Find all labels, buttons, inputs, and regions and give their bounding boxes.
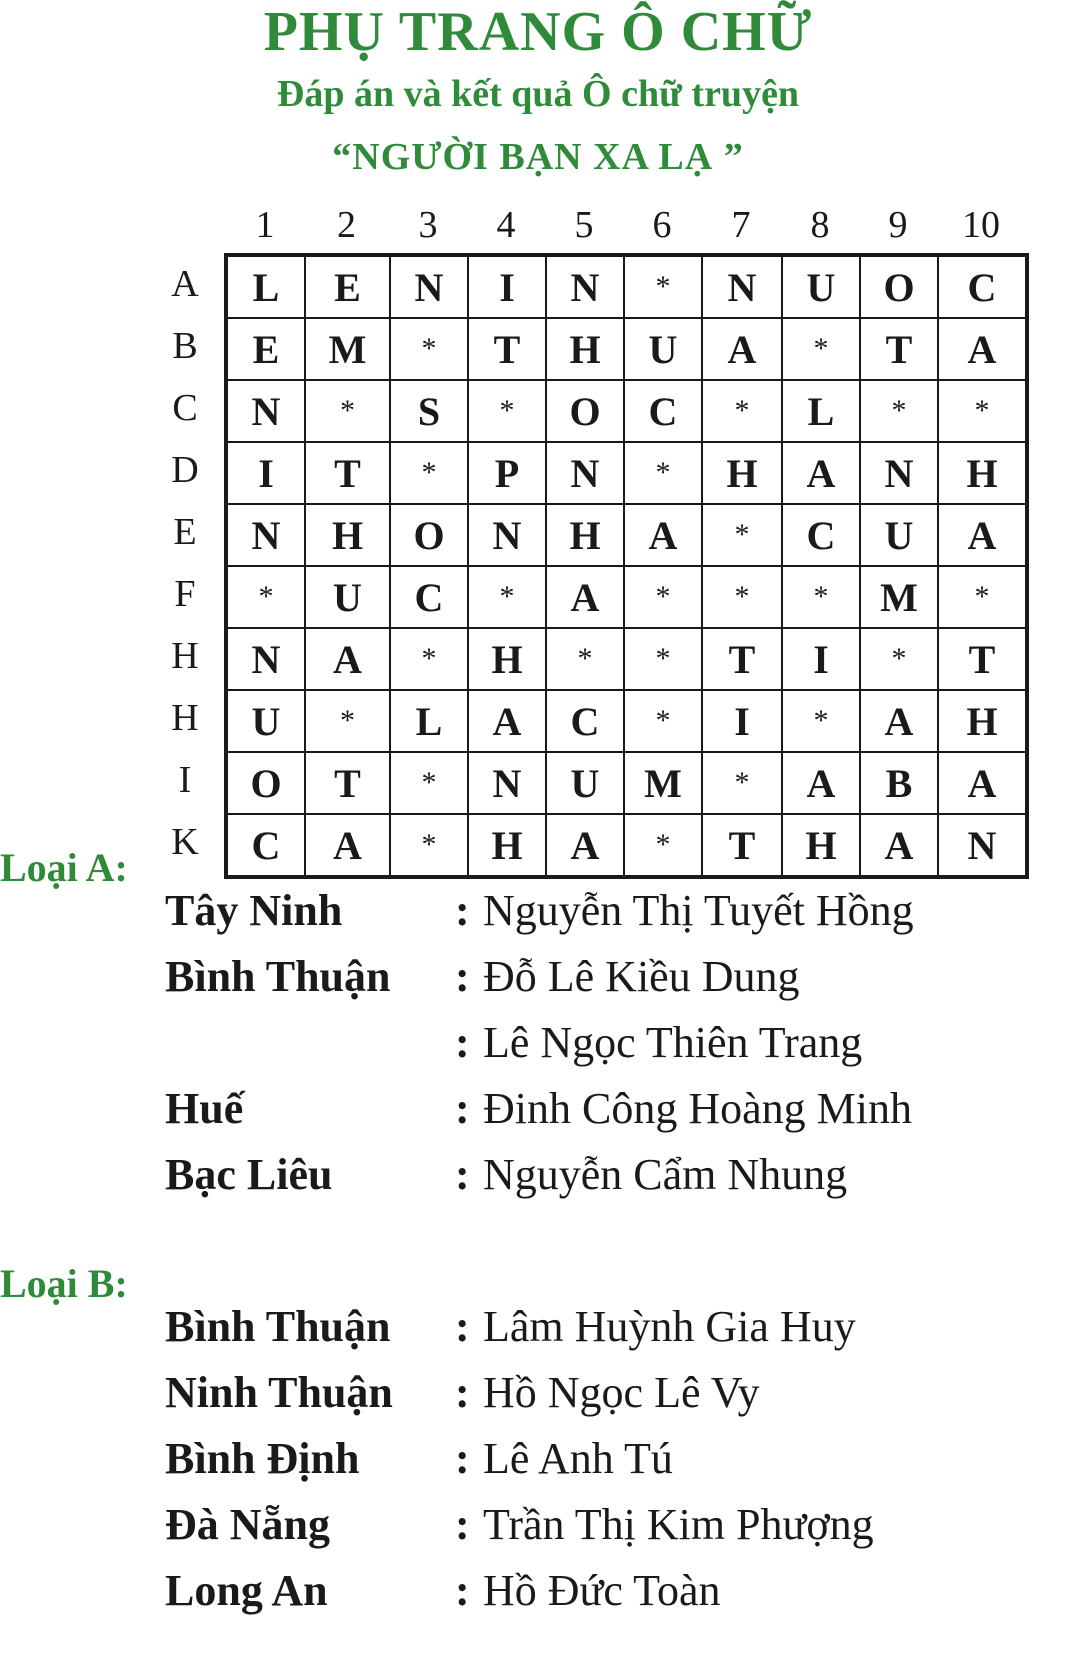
crossword-cell: T [305, 442, 390, 504]
column-number: 1 [255, 204, 275, 246]
crossword-cell: H [546, 318, 624, 380]
row-letter: H [171, 697, 199, 739]
winner-name: Đinh Công Hoàng Minh [483, 1084, 912, 1133]
crossword-blank-cell: * [938, 380, 1026, 442]
province-label: Huế [165, 1084, 244, 1133]
crossword-cell: T [702, 628, 782, 690]
crossword-blank-cell: * [624, 690, 702, 752]
column-number: 5 [574, 204, 594, 246]
crossword-cell: A [860, 690, 938, 752]
crossword-cell: A [782, 752, 860, 814]
crossword-blank-cell: * [390, 752, 468, 814]
province-label: Bạc Liêu [165, 1150, 333, 1199]
winner-row [165, 1426, 1065, 1492]
crossword-blank-cell: * [782, 566, 860, 628]
section-title-loai-a: Loại A: [0, 845, 128, 890]
crossword-cell: A [938, 318, 1026, 380]
crossword-cell: M [860, 566, 938, 628]
crossword-cell: N [468, 752, 546, 814]
winner-row [165, 1558, 1065, 1624]
winner-name: Hồ Ngọc Lê Vy [483, 1368, 760, 1417]
crossword-blank-cell: * [624, 566, 702, 628]
column-number: 4 [496, 204, 516, 246]
province-label: Long An [165, 1566, 328, 1615]
province-label: Bình Định [165, 1434, 360, 1483]
winner-row [165, 944, 1065, 1010]
column-number: 7 [731, 204, 751, 246]
crossword-cell: N [702, 256, 782, 318]
crossword-cell: I [782, 628, 860, 690]
winner-row [165, 1360, 1065, 1426]
province-label: Tây Ninh [165, 886, 343, 935]
crossword-cell: H [938, 690, 1026, 752]
crossword-blank-cell: * [702, 566, 782, 628]
column-number: 6 [652, 204, 672, 246]
colon: : [455, 1018, 470, 1067]
crossword-cell: H [468, 628, 546, 690]
row-letter: F [174, 573, 196, 615]
crossword-cell: A [305, 628, 390, 690]
winner-name: Đỗ Lê Kiều Dung [483, 952, 800, 1001]
crossword-blank-cell: * [860, 628, 938, 690]
row-letter: H [171, 635, 199, 677]
crossword-cell: A [860, 814, 938, 876]
crossword-cell: H [546, 504, 624, 566]
crossword-blank-cell: * [624, 256, 702, 318]
crossword-blank-cell: * [860, 380, 938, 442]
crossword-cell: H [702, 442, 782, 504]
crossword-cell: A [702, 318, 782, 380]
colon: : [455, 952, 470, 1001]
winner-row [165, 1492, 1065, 1558]
crossword-cell: N [938, 814, 1026, 876]
colon: : [455, 1150, 470, 1199]
row-letter: E [173, 511, 197, 553]
page-subtitle: Đáp án và kết quả Ô chữ truyện [276, 73, 800, 115]
colon: : [455, 1084, 470, 1133]
crossword-cell: P [468, 442, 546, 504]
province-label: Ninh Thuận [165, 1368, 393, 1417]
crossword-cell: U [624, 318, 702, 380]
crossword-blank-cell: * [702, 504, 782, 566]
crossword-cell: C [546, 690, 624, 752]
crossword-cell: M [305, 318, 390, 380]
crossword-blank-cell: * [702, 752, 782, 814]
province-label: Bình Thuận [165, 1302, 391, 1351]
crossword-cell: I [702, 690, 782, 752]
crossword-cell: H [938, 442, 1026, 504]
colon: : [455, 1302, 470, 1351]
crossword-cell: M [624, 752, 702, 814]
column-number: 3 [418, 204, 438, 246]
crossword-cell: E [305, 256, 390, 318]
crossword-cell: A [624, 504, 702, 566]
crossword-cell: C [782, 504, 860, 566]
crossword-cell: L [390, 690, 468, 752]
crossword-cell: N [546, 442, 624, 504]
crossword-cell: A [305, 814, 390, 876]
crossword-cell: T [468, 318, 546, 380]
crossword-blank-cell: * [624, 814, 702, 876]
crossword-blank-cell: * [468, 566, 546, 628]
colon: : [455, 1368, 470, 1417]
crossword-cell: T [938, 628, 1026, 690]
crossword-blank-cell: * [782, 690, 860, 752]
crossword-cell: E [227, 318, 305, 380]
crossword-cell: N [860, 442, 938, 504]
crossword-blank-cell: * [702, 380, 782, 442]
crossword-blank-cell: * [782, 318, 860, 380]
colon: : [455, 886, 470, 935]
crossword-blank-cell: * [390, 628, 468, 690]
province-label: Bình Thuận [165, 952, 391, 1001]
winner-name: Lâm Huỳnh Gia Huy [483, 1302, 856, 1351]
winner-name: Nguyễn Thị Tuyết Hồng [483, 886, 914, 935]
column-headers [226, 200, 1025, 250]
winner-name: Nguyễn Cẩm Nhung [483, 1150, 848, 1199]
crossword-cell: L [782, 380, 860, 442]
row-headers [165, 253, 205, 873]
crossword-blank-cell: * [468, 380, 546, 442]
crossword-cell: T [702, 814, 782, 876]
province-label: Đà Nẵng [165, 1500, 331, 1549]
crossword-cell: A [938, 504, 1026, 566]
page-title: PHỤ TRANG Ô CHỮ [263, 1, 813, 63]
crossword-cell: C [938, 256, 1026, 318]
crossword-cell: H [782, 814, 860, 876]
column-number: 8 [810, 204, 830, 246]
crossword-cell: N [468, 504, 546, 566]
winner-name: Hồ Đức Toàn [483, 1566, 721, 1615]
crossword-cell: U [782, 256, 860, 318]
crossword-blank-cell: * [390, 318, 468, 380]
crossword-blank-cell: * [390, 442, 468, 504]
winner-name: Lê Ngọc Thiên Trang [483, 1018, 863, 1067]
crossword-blank-cell: * [938, 566, 1026, 628]
crossword-cell: C [227, 814, 305, 876]
crossword-cell: N [546, 256, 624, 318]
crossword-cell: N [227, 504, 305, 566]
crossword-cell: S [390, 380, 468, 442]
crossword-grid [224, 253, 1029, 879]
crossword-blank-cell: * [227, 566, 305, 628]
row-letter: K [171, 821, 199, 863]
crossword-cell: A [938, 752, 1026, 814]
crossword-cell: I [227, 442, 305, 504]
row-letter: A [171, 263, 199, 305]
crossword-cell: O [860, 256, 938, 318]
crossword-blank-cell: * [390, 814, 468, 876]
crossword-blank-cell: * [624, 442, 702, 504]
crossword-cell: U [860, 504, 938, 566]
crossword-cell: C [624, 380, 702, 442]
crossword-cell: C [390, 566, 468, 628]
crossword-cell: O [227, 752, 305, 814]
crossword-cell: A [546, 566, 624, 628]
row-letter: I [178, 759, 192, 801]
crossword-cell: A [468, 690, 546, 752]
crossword-cell: H [468, 814, 546, 876]
crossword-cell: N [227, 628, 305, 690]
crossword-blank-cell: * [624, 628, 702, 690]
crossword-blank-cell: * [546, 628, 624, 690]
crossword-cell: N [227, 380, 305, 442]
crossword-cell: O [390, 504, 468, 566]
winner-row [165, 1294, 1065, 1360]
crossword-cell: N [390, 256, 468, 318]
winner-row [165, 878, 1065, 944]
crossword-cell: A [546, 814, 624, 876]
column-number: 2 [337, 204, 356, 246]
story-title: “NGƯỜI BẠN XA LẠ ” [332, 136, 744, 178]
colon: : [455, 1500, 470, 1549]
column-number: 10 [962, 204, 1000, 246]
column-number: 9 [888, 204, 908, 246]
row-letter: B [172, 325, 198, 367]
crossword-cell: U [546, 752, 624, 814]
winner-row [165, 1010, 1065, 1076]
crossword-cell: H [305, 504, 390, 566]
crossword-blank-cell: * [305, 380, 390, 442]
winner-name: Lê Anh Tú [483, 1434, 673, 1483]
winner-row [165, 1076, 1065, 1142]
crossword-cell: U [305, 566, 390, 628]
row-letter: D [171, 449, 199, 491]
crossword-cell: A [782, 442, 860, 504]
crossword-blank-cell: * [305, 690, 390, 752]
colon: : [455, 1566, 470, 1615]
crossword-cell: T [305, 752, 390, 814]
row-letter: C [172, 387, 198, 429]
crossword-cell: T [860, 318, 938, 380]
crossword-cell: I [468, 256, 546, 318]
crossword-cell: U [227, 690, 305, 752]
section-title-loai-b: Loại B: [0, 1261, 128, 1306]
crossword-cell: O [546, 380, 624, 442]
crossword-cell: B [860, 752, 938, 814]
winner-row [165, 1142, 1065, 1208]
colon: : [455, 1434, 470, 1483]
crossword-cell: L [227, 256, 305, 318]
winner-name: Trần Thị Kim Phượng [483, 1500, 874, 1549]
